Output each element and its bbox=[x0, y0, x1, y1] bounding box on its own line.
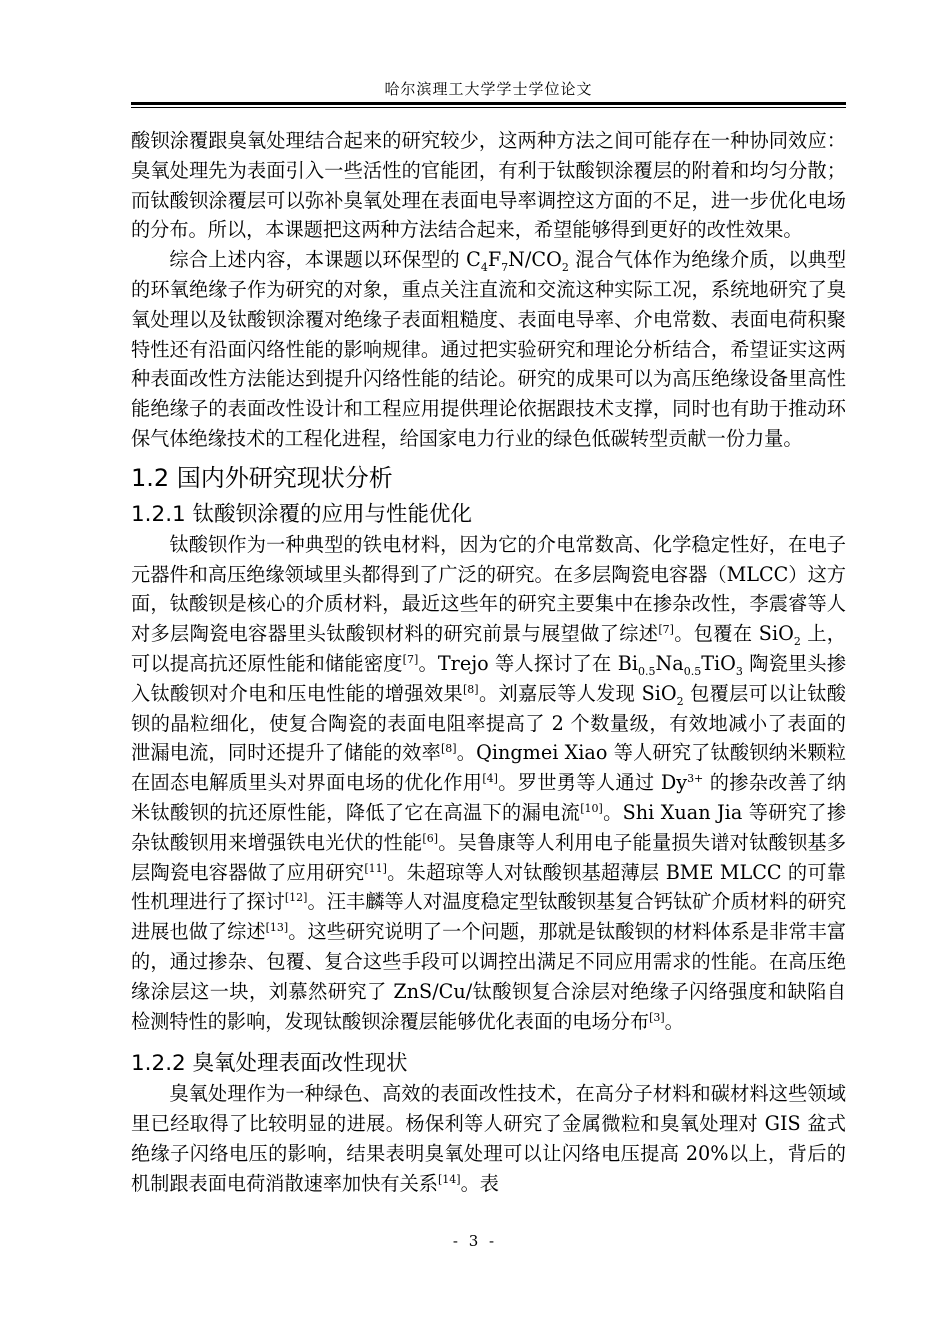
page-number: - 3 - bbox=[452, 1232, 498, 1250]
paragraph-1: 酸钡涂覆跟臭氧处理结合起来的研究较少，这两种方法之间可能存在一种协同效应：臭氧处理先为表面引入一些活性的官能团，有利于钛酸钡涂覆层的附着和均匀分散；而钛酸钡涂覆层可以弥补臭氧处理在表面电导率调控这方面的不足，进一步优化电场的分布。所以，本课题把这两种方法结合起来，希望能够得到更好的改性效果。 bbox=[131, 129, 846, 242]
running-header: 哈尔滨理工大学学士学位论文 bbox=[384, 80, 593, 98]
citation: [8] bbox=[463, 682, 479, 696]
citation: [12] bbox=[284, 891, 308, 905]
header-rule-thick bbox=[131, 102, 846, 105]
citation: [8] bbox=[440, 742, 457, 756]
citation: [7] bbox=[658, 623, 674, 637]
citation: [11] bbox=[364, 861, 387, 875]
header-rule-thin bbox=[131, 107, 846, 108]
citation: [7] bbox=[402, 652, 419, 666]
paragraph-2: 综合上述内容，本课题以环保型的 $C_4F_7N/CO_2$ 混合气体作为绝缘介质，以典型的环氧绝缘子作为研究的对象，重点关注直流和交流这种实际工况，系统地研究了臭氧处理以及钛酸钡涂覆对绝缘子表面粗糙度、表面电导率、介电常数、表面电荷积聚特性还有沿面闪络性能的影响规律。通过把实验研究和理论分析结合，希望证实这两种表面改性方法能达到提升闪络性能的结论。研究的成果可以为高压绝缘设备里高性能绝缘子的表面改性设计和工程应用提供理论依据跟技术支撑，同时也有助于推动环保气体绝缘技术的工程化进程，给国家电力行业的绿色低碳转型贡献一份力量。 bbox=[131, 248, 847, 450]
citation: [3] bbox=[649, 1010, 665, 1024]
paragraph-3: 钛酸钡作为一种典型的铁电材料，因为它的介电常数高、化学稳定性好，在电子元器件和高压绝缘领域里头都得到了广泛的研究。在多层陶瓷电容器（MLCC）这方面，钛酸钡是核心的介质材料，最近这些年的研究主要集中在掺杂改性，李震睿等人对多层陶瓷电容器里头钛酸钡材料的研究前景与展望做了综述[7]。包覆在 SiO$_2$ 上，可以提高抗还原性能和储能密度[7]。Trejo 等人探讨了在 $Bi_{0.5}Na_{0.5}TiO_3$ 陶瓷里头掺入钛酸钡对介电和压电性能的增强效果[8]。刘嘉辰等人发现 SiO$_2$ 包覆层可以让钛酸钡的晶粒细化，使复合陶瓷的表面电阻率提高了 2 个数量级，有效地减小了表面的泄漏电流，同时还提升了储能的效率[8]。Qingmei Xiao 等人研究了钛酸钡纳米颗粒在固态电解质里头对界面电场的优化作用[4]。罗世勇等人通过 Dy$^{3+}$ 的掺杂改善了纳米钛酸钡的抗还原性能，降低了它在高温下的漏电流[10]。Shi Xuan Jia 等研究了掺杂钛酸钡用来增强铁电光伏的性能[6]。吴鲁康等人利用电子能量损失谱对钛酸钡基多层陶瓷电容器做了应用研究[11]。朱超琼等人对钛酸钡基超薄层 BME MLCC 的可靠性机理进行了探讨[12]。汪丰麟等人对温度稳定型钛酸钡基复合钙钛矿介质材料的研究进展也做了综述[13]。这些研究说明了一个问题，那就是钛酸钡的材料体系是非常丰富的，通过掺杂、包覆、复合这些手段可以调控出满足不同应用需求的性能。在高压绝缘涂层这一块，刘慕然研究了 ZnS/Cu/钛酸钡复合涂层对绝缘子闪络强度和缺陷自检测特性的影响，发现钛酸钡涂覆层能够优化表面的电场分布[3]。 bbox=[131, 532, 847, 1033]
citation: [14] bbox=[438, 1172, 461, 1186]
paragraph-4: 臭氧处理作为一种绿色、高效的表面改性技术，在高分子材料和碳材料这些领域里已经取得了比较明显的进展。杨保利等人研究了金属微粒和臭氧处理对 GIS 盆式绝缘子闪络电压的影响，结果表明臭氧处理可以让闪络电压提高 20%以上，背后的机制跟表面电荷消散速率加快有关系[14]。表 bbox=[131, 1082, 846, 1195]
subsection-heading-1-2-2: 1.2.2 臭氧处理表面改性现状 bbox=[131, 1051, 408, 1077]
section-heading-1-2: 1.2 国内外研究现状分析 bbox=[131, 463, 393, 492]
citation: [6] bbox=[422, 831, 439, 845]
subsection-heading-1-2-1: 1.2.1 钛酸钡涂覆的应用与性能优化 bbox=[131, 501, 473, 527]
citation: [13] bbox=[265, 921, 289, 935]
citation: [10] bbox=[580, 801, 603, 815]
body-text bbox=[131, 126, 846, 1199]
citation: [4] bbox=[482, 772, 498, 786]
